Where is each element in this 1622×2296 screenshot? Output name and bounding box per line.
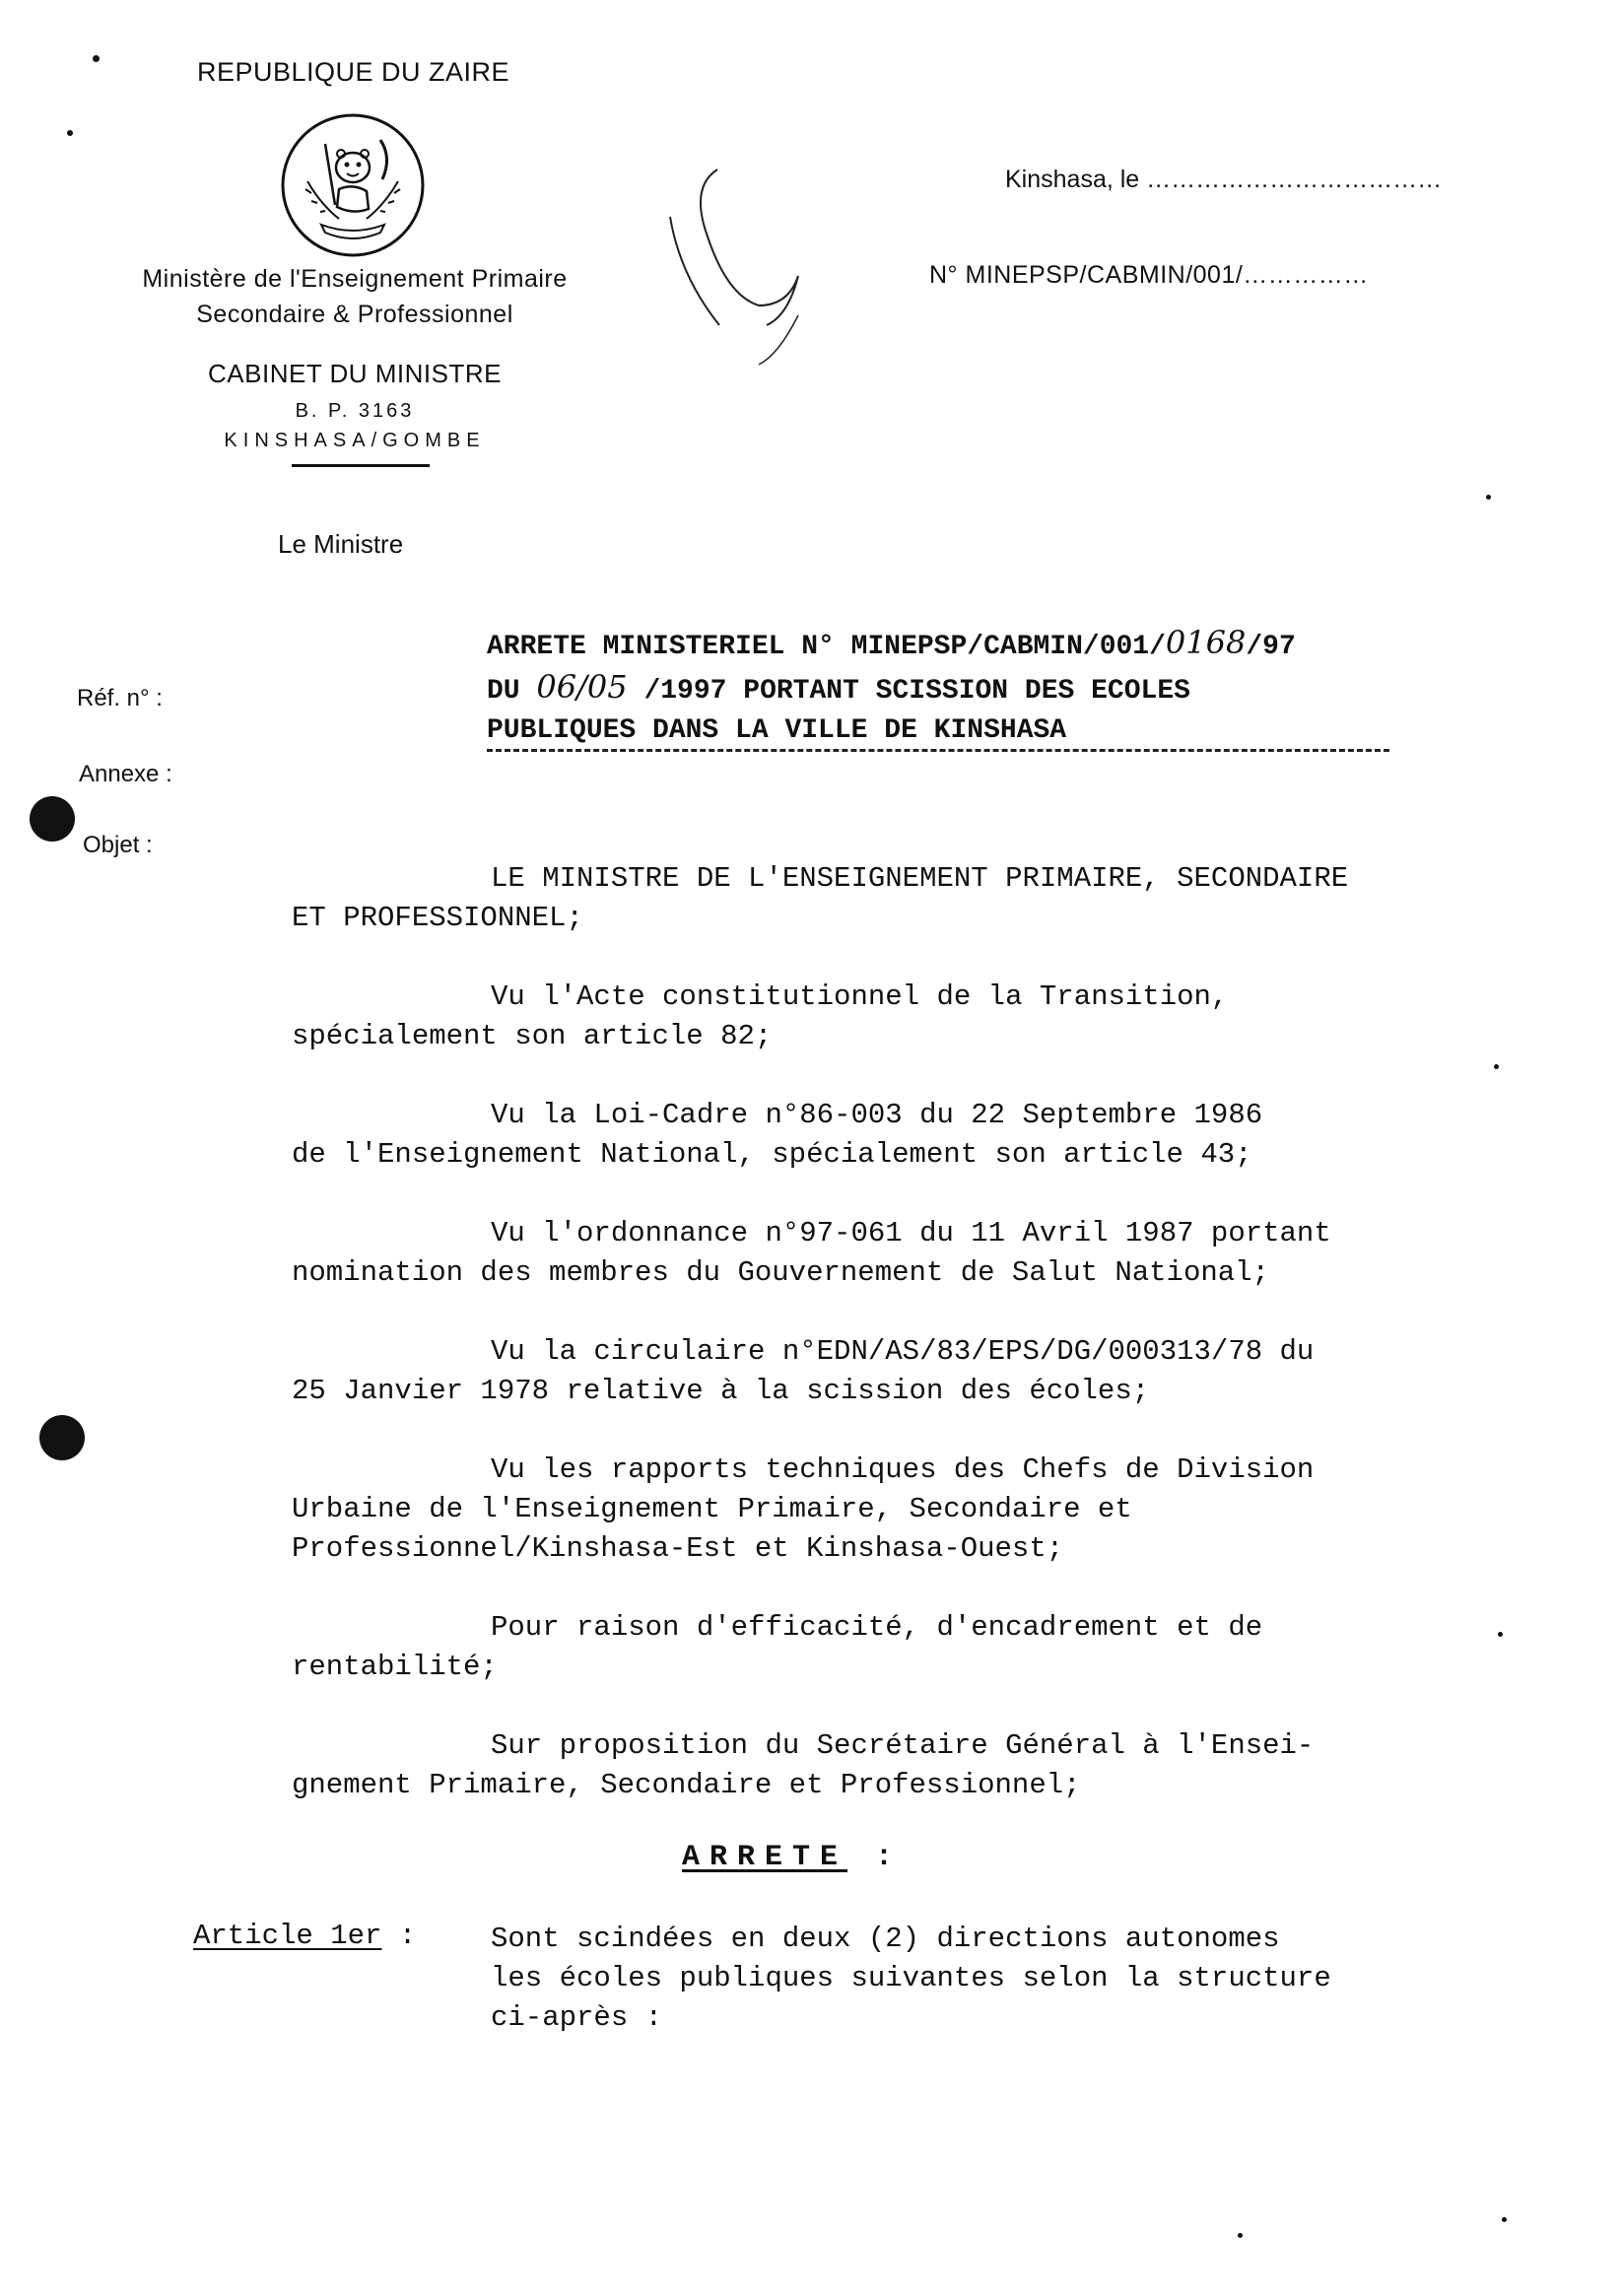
title-line-3: PUBLIQUES DANS LA VILLE DE KINSHASA xyxy=(487,715,1067,746)
paragraph-line: de l'Enseignement National, spécialement son article 43; xyxy=(292,1138,1252,1171)
city-line: KINSHASA/GOMBE xyxy=(224,430,486,451)
recital-constitution xyxy=(292,978,1529,1056)
paragraph-line: ET PROFESSIONNEL; xyxy=(292,902,583,934)
scan-speck xyxy=(67,130,73,136)
paragraph-line: Vu les rapports techniques des Chefs de Division xyxy=(491,1453,1315,1486)
place-date-field: Kinshasa, le ……………………………… xyxy=(1005,166,1443,193)
title-dashed-rule xyxy=(487,749,1389,752)
handwritten-paraph-mark xyxy=(650,158,867,384)
scan-speck xyxy=(1494,1064,1499,1069)
paragraph-line: spécialement son article 82; xyxy=(292,1020,773,1052)
paragraph-line: 25 Janvier 1978 relative à la scission des écoles; xyxy=(292,1375,1150,1407)
paragraph-line: LE MINISTRE DE L'ENSEIGNEMENT PRIMAIRE, SECONDAIRE xyxy=(491,862,1349,895)
scan-speck xyxy=(1502,2217,1507,2222)
punch-hole-mark xyxy=(30,796,75,842)
signatory-label: Le Ministre xyxy=(278,529,404,559)
reference-label: Réf. n° : xyxy=(77,685,163,711)
scan-speck xyxy=(1498,1632,1503,1637)
decree-title xyxy=(487,623,1433,751)
recital-circular xyxy=(292,1332,1529,1411)
republic-heading: REPUBLIQUE DU ZAIRE xyxy=(197,57,510,87)
title-line-2 xyxy=(487,667,1433,711)
title-line-1-prefix: ARRETE MINISTERIEL N° MINEPSP/CABMIN/001/ xyxy=(487,632,1166,662)
annex-label: Annexe : xyxy=(79,761,172,787)
punch-hole-mark xyxy=(39,1415,85,1460)
paragraph-line: rentabilité; xyxy=(292,1651,498,1683)
title-line-1-suffix: /97 xyxy=(1246,632,1296,662)
ministry-line-1: Ministère de l'Enseignement Primaire xyxy=(142,265,568,293)
paragraph-line: Professionnel/Kinshasa-Est et Kinshasa-Ouest; xyxy=(292,1532,1064,1565)
paragraph-line: les écoles publiques suivantes selon la structure xyxy=(491,1962,1331,1994)
zaire-coat-of-arms-icon xyxy=(278,110,428,260)
recital-technical-reports xyxy=(292,1451,1529,1569)
paragraph-line: Sur proposition du Secrétaire Général à l'Ensei- xyxy=(491,1729,1315,1762)
paragraph-line: ci-après : xyxy=(491,2001,663,2034)
paragraph-line: Vu la circulaire n°EDN/AS/83/EPS/DG/000313/78 du xyxy=(491,1335,1315,1368)
scan-speck xyxy=(1486,495,1491,500)
ministry-name xyxy=(79,261,631,332)
paragraph-line: Sont scindées en deux (2) directions autonomes xyxy=(491,1923,1280,1955)
title-line-2-prefix: DU xyxy=(487,676,537,707)
article-1-label xyxy=(193,1920,416,1952)
ministry-line-2: Secondaire & Professionnel xyxy=(196,301,513,328)
article-label-colon: : xyxy=(381,1920,417,1952)
paragraph-line: nomination des membres du Gouvernement de Salut National; xyxy=(292,1256,1269,1289)
handwritten-decree-date: 06/05 xyxy=(536,668,628,706)
paragraph-line: gnement Primaire, Secondaire et Professionnel; xyxy=(292,1769,1081,1801)
recital-efficiency xyxy=(292,1608,1529,1687)
reference-number-field: N° MINEPSP/CABMIN/001/…………… xyxy=(929,261,1369,289)
paragraph-line: Pour raison d'efficacité, d'encadrement et de xyxy=(491,1611,1263,1644)
recital-framework-law xyxy=(292,1096,1529,1175)
paragraph-line: Vu l'Acte constitutionnel de la Transition, xyxy=(491,980,1229,1013)
subject-label: Objet : xyxy=(83,832,153,858)
scan-speck xyxy=(1238,2233,1243,2238)
decree-heading-colon: : xyxy=(847,1841,904,1874)
paragraph-line: Urbaine de l'Enseignement Primaire, Secondaire et xyxy=(292,1493,1132,1525)
article-label-text: Article 1er xyxy=(193,1920,382,1952)
decree-heading-word: ARRETE xyxy=(682,1841,848,1874)
postal-box: B. P. 3163 xyxy=(295,400,415,422)
letterhead-divider xyxy=(292,464,430,467)
cabinet-heading: CABINET DU MINISTRE xyxy=(208,359,502,388)
title-line-1 xyxy=(487,623,1433,667)
recital-proposal xyxy=(292,1726,1529,1805)
paragraph-line: Vu la Loi-Cadre n°86-003 du 22 Septembre 1986 xyxy=(491,1099,1263,1131)
paragraph-line: Vu l'ordonnance n°97-061 du 11 Avril 1987 portant xyxy=(491,1217,1331,1249)
article-1-text xyxy=(491,1920,1437,2038)
decree-heading xyxy=(682,1841,903,1874)
scan-speck xyxy=(93,55,100,62)
preamble-minister xyxy=(292,859,1529,938)
recital-ordinance xyxy=(292,1214,1529,1293)
title-line-2-suffix: /1997 PORTANT SCISSION DES ECOLES xyxy=(627,676,1190,707)
handwritten-decree-number: 0168 xyxy=(1165,624,1247,661)
